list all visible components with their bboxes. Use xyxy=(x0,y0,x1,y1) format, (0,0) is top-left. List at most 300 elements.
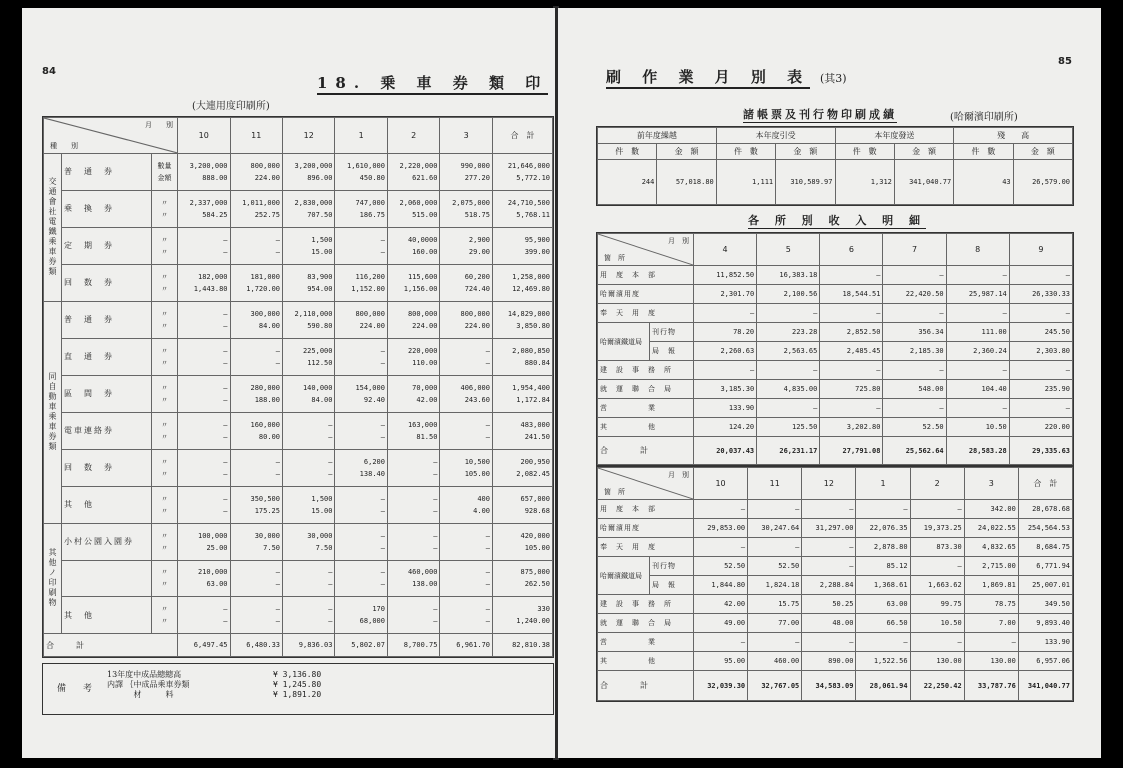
value-cell: 77.00 xyxy=(748,614,802,633)
value-cell: 31,297.00 xyxy=(802,519,856,538)
value-cell: 9,893.40 xyxy=(1018,614,1072,633)
value-cell: — xyxy=(820,361,883,380)
table-row xyxy=(598,361,1073,380)
value-cell: 1,500 15.00 xyxy=(283,227,335,264)
value-cell: — — xyxy=(283,560,335,597)
row-label: 就 運 聯 合 局 xyxy=(598,614,694,633)
value-cell: — — xyxy=(387,486,439,523)
row-sublabel: 局 報 xyxy=(650,342,694,361)
value-cell: — xyxy=(694,361,757,380)
row-label: 哈爾濱用度 xyxy=(598,285,694,304)
value-cell: 28,678.68 xyxy=(1018,500,1072,519)
value-cell: 21,646,000 5,772.10 xyxy=(493,153,553,190)
value-cell: — xyxy=(748,538,802,557)
row-label: 回 数 券 xyxy=(62,264,152,301)
value-cell: 11,852.50 xyxy=(694,266,757,285)
unit-cell: 數量 金額 xyxy=(152,153,178,190)
value-cell: 341,040.77 xyxy=(894,160,953,205)
value-cell: 747,000 186.75 xyxy=(335,190,387,227)
value-cell: 342.00 xyxy=(964,500,1018,519)
value-cell: — — xyxy=(178,375,230,412)
table-row xyxy=(44,190,553,227)
value-cell: 6,200 138.40 xyxy=(335,449,387,486)
table-row xyxy=(598,342,1073,361)
value-cell: — xyxy=(910,500,964,519)
value-cell: 6,771.94 xyxy=(1018,557,1072,576)
value-cell: 210,000 63.00 xyxy=(178,560,230,597)
value-cell: 52.50 xyxy=(748,557,802,576)
value-cell: 95,900 399.00 xyxy=(493,227,553,264)
value-cell: 1,954,400 1,172.84 xyxy=(493,375,553,412)
value-cell: 124.20 xyxy=(694,418,757,437)
value-cell: 2,563.65 xyxy=(757,342,820,361)
unit-cell: 〃 〃 xyxy=(152,597,178,634)
row-label: 定 期 券 xyxy=(62,227,152,264)
value-cell: 2,075,000 518.75 xyxy=(440,190,493,227)
value-cell: — — xyxy=(440,338,493,375)
value-cell: 2,878.80 xyxy=(856,538,910,557)
value-cell: 181,000 1,720.00 xyxy=(230,264,282,301)
table-row xyxy=(44,560,553,597)
value-cell: 220.00 xyxy=(1009,418,1072,437)
row-label: 乘 換 券 xyxy=(62,190,152,227)
value-cell: 2,900 29.00 xyxy=(440,227,493,264)
total-cell: 27,791.08 xyxy=(820,437,883,465)
total-cell: 341,040.77 xyxy=(1018,671,1072,701)
value-cell: — xyxy=(1009,399,1072,418)
ticket-table xyxy=(42,116,554,658)
value-cell: 133.90 xyxy=(1018,633,1072,652)
value-cell: 2,110,000 590.80 xyxy=(283,301,335,338)
value-cell: 400 4.00 xyxy=(440,486,493,523)
value-cell: 2,303.80 xyxy=(1009,342,1072,361)
table-header-row xyxy=(598,234,1073,266)
col-header: 10 xyxy=(694,468,748,500)
table-row xyxy=(598,399,1073,418)
unit-cell: 〃 〃 xyxy=(152,523,178,560)
value-cell: — xyxy=(856,633,910,652)
value-cell: — — xyxy=(440,597,493,634)
row-label: 哈爾濱鐵道局 xyxy=(598,323,650,361)
table-row xyxy=(44,597,553,634)
table-header-row xyxy=(598,468,1073,500)
value-cell: — — xyxy=(283,597,335,634)
row-sublabel: 局 報 xyxy=(650,576,694,595)
income-table-oct-mar xyxy=(596,466,1074,702)
value-cell: — xyxy=(748,500,802,519)
page-number: 84 xyxy=(42,66,56,77)
value-cell: — xyxy=(856,500,910,519)
total-label: 合 計 xyxy=(598,437,694,465)
value-cell: 873.30 xyxy=(910,538,964,557)
table-row xyxy=(44,153,553,190)
value-cell: 420,000 105.00 xyxy=(493,523,553,560)
col-header: 2 xyxy=(910,468,964,500)
value-cell: 2,715.00 xyxy=(964,557,1018,576)
value-cell: 2,260.63 xyxy=(694,342,757,361)
value-cell: — — xyxy=(230,560,282,597)
unit-cell: 〃 〃 xyxy=(152,412,178,449)
col-header: 6 xyxy=(820,234,883,266)
group-label: 同自動車乘車券類 xyxy=(44,301,62,523)
value-cell: — — xyxy=(335,486,387,523)
value-cell: 3,185.30 xyxy=(694,380,757,399)
value-cell: 1,522.56 xyxy=(856,652,910,671)
row-label xyxy=(62,560,152,597)
value-cell: 7.00 xyxy=(964,614,1018,633)
value-cell: — xyxy=(910,633,964,652)
unit-cell: 〃 〃 xyxy=(152,486,178,523)
value-cell: 2,288.84 xyxy=(802,576,856,595)
value-cell: 350,500 175.25 xyxy=(230,486,282,523)
row-label: 回 数 券 xyxy=(62,449,152,486)
value-cell: 1,824.18 xyxy=(748,576,802,595)
value-cell: 14,829,000 3,850.80 xyxy=(493,301,553,338)
col-header: 4 xyxy=(694,234,757,266)
total-cell: 9,836.03 xyxy=(283,634,335,657)
sub-header: 金 額 xyxy=(776,144,835,160)
row-label: 直 通 券 xyxy=(62,338,152,375)
value-cell: — xyxy=(964,633,1018,652)
value-cell: 57,018.80 xyxy=(657,160,716,205)
total-label: 合 計 xyxy=(44,634,178,657)
value-cell: — xyxy=(802,633,856,652)
value-cell: — xyxy=(1009,304,1072,323)
row-label: 其 他 xyxy=(62,597,152,634)
value-cell: — — xyxy=(335,412,387,449)
value-cell: — xyxy=(883,399,946,418)
row-label: 其 他 xyxy=(62,486,152,523)
value-cell: 154,000 92.40 xyxy=(335,375,387,412)
value-cell: 30,000 7.50 xyxy=(230,523,282,560)
value-cell: 50.25 xyxy=(802,595,856,614)
value-cell: 3,200,000 896.00 xyxy=(283,153,335,190)
value-cell: 95.00 xyxy=(694,652,748,671)
value-cell: — xyxy=(1009,361,1072,380)
remarks-values: ¥ 3,136.80 ¥ 1,245.80 ¥ 1,891.20 xyxy=(273,670,322,699)
col-header: 3 xyxy=(440,118,493,154)
value-cell: 52.50 xyxy=(694,557,748,576)
value-cell: 6,957.06 xyxy=(1018,652,1072,671)
col-header: 2 xyxy=(387,118,439,154)
value-cell: 3,200,000 888.00 xyxy=(178,153,230,190)
row-sublabel: 刊行物 xyxy=(650,557,694,576)
value-cell: 170 68,000 xyxy=(335,597,387,634)
value-cell: 2,220,000 621.60 xyxy=(387,153,439,190)
value-cell: 2,852.50 xyxy=(820,323,883,342)
value-cell: — xyxy=(802,538,856,557)
value-cell: — xyxy=(694,304,757,323)
unit-cell: 〃 〃 xyxy=(152,338,178,375)
row-label: 用 度 本 部 xyxy=(598,500,694,519)
table-row xyxy=(598,576,1073,595)
value-cell: — — xyxy=(387,523,439,560)
total-row xyxy=(598,437,1073,465)
value-cell: 160,000 80.00 xyxy=(230,412,282,449)
value-cell: 19,373.25 xyxy=(910,519,964,538)
col-header: 1 xyxy=(335,118,387,154)
table-row xyxy=(44,412,553,449)
value-cell: 2,337,000 584.25 xyxy=(178,190,230,227)
value-cell: 52.50 xyxy=(883,418,946,437)
value-cell: 26,330.33 xyxy=(1009,285,1072,304)
corner-cell: 月 別 箇 所 xyxy=(598,468,694,500)
value-cell: — — xyxy=(335,227,387,264)
row-label: 哈爾濱用度 xyxy=(598,519,694,538)
table-row xyxy=(598,285,1073,304)
total-cell: 28,061.94 xyxy=(856,671,910,701)
value-cell: 22,420.50 xyxy=(883,285,946,304)
value-cell: 24,022.55 xyxy=(964,519,1018,538)
value-cell: 130.00 xyxy=(910,652,964,671)
value-cell: 100,000 25.00 xyxy=(178,523,230,560)
group-label: 交通會社電鐵乘車券類 xyxy=(44,153,62,301)
value-cell: 356.34 xyxy=(883,323,946,342)
value-cell: — xyxy=(946,266,1009,285)
value-cell: 2,080,850 880.84 xyxy=(493,338,553,375)
value-cell: 49.00 xyxy=(694,614,748,633)
col-header: 1 xyxy=(856,468,910,500)
value-cell: — — xyxy=(440,560,493,597)
row-label: 區 間 券 xyxy=(62,375,152,412)
value-cell: 2,830,000 707.50 xyxy=(283,190,335,227)
table-row xyxy=(44,375,553,412)
table-row xyxy=(598,652,1073,671)
value-cell: — — xyxy=(335,560,387,597)
value-cell: 10,500 105.00 xyxy=(440,449,493,486)
value-cell: — — xyxy=(178,597,230,634)
value-cell: — xyxy=(802,557,856,576)
sub-header: 金 額 xyxy=(894,144,953,160)
value-cell: 29,853.00 xyxy=(694,519,748,538)
value-cell: 235.90 xyxy=(1009,380,1072,399)
value-cell: — xyxy=(1009,266,1072,285)
value-cell: — — xyxy=(230,338,282,375)
value-cell: — — xyxy=(178,301,230,338)
row-label: 電車連絡券 xyxy=(62,412,152,449)
value-cell: — xyxy=(802,500,856,519)
total-cell: 8,700.75 xyxy=(387,634,439,657)
value-cell: 280,000 188.00 xyxy=(230,375,282,412)
table-header-row xyxy=(44,118,553,154)
table-row xyxy=(44,264,553,301)
income-table-apr-sep xyxy=(596,232,1074,466)
value-cell: 2,360.24 xyxy=(946,342,1009,361)
remarks-lines: 13年度中成品總總高 内譯 ｛中成品乘車券類 材 料 xyxy=(107,670,190,699)
row-label: 其 他 xyxy=(598,652,694,671)
sub-header: 件 數 xyxy=(716,144,775,160)
value-cell: 310,589.97 xyxy=(776,160,835,205)
table-row xyxy=(598,418,1073,437)
remarks-label: 備 考 xyxy=(57,684,97,694)
value-cell: 24,710,500 5,768.11 xyxy=(493,190,553,227)
value-cell: 163,000 81.50 xyxy=(387,412,439,449)
value-cell: 18,544.51 xyxy=(820,285,883,304)
total-label: 合 計 xyxy=(598,671,694,701)
value-cell: — — xyxy=(283,449,335,486)
total-cell: 29,335.63 xyxy=(1009,437,1072,465)
value-cell: — xyxy=(910,557,964,576)
value-cell: 40,0000 160.00 xyxy=(387,227,439,264)
total-cell: 26,231.17 xyxy=(757,437,820,465)
value-cell: — — xyxy=(230,597,282,634)
value-cell: 200,950 2,082.45 xyxy=(493,449,553,486)
total-cell: 22,250.42 xyxy=(910,671,964,701)
table-row xyxy=(598,519,1073,538)
unit-cell: 〃 〃 xyxy=(152,190,178,227)
value-cell: — xyxy=(883,304,946,323)
value-cell: 330 1,240.00 xyxy=(493,597,553,634)
corner-cell: 月 別 箇 所 xyxy=(598,234,694,266)
value-cell: 800,000 224.00 xyxy=(335,301,387,338)
value-cell: 460,000 138.00 xyxy=(387,560,439,597)
section1-subtitle: (哈爾濱印刷所) xyxy=(950,112,1018,123)
page-title: 刷 作 業 月 別 表 xyxy=(606,66,810,89)
row-label: 普 通 券 xyxy=(62,153,152,190)
value-cell: — xyxy=(820,304,883,323)
value-cell: 133.90 xyxy=(694,399,757,418)
value-cell: — xyxy=(757,304,820,323)
table-row xyxy=(598,304,1073,323)
value-cell: 460.00 xyxy=(748,652,802,671)
value-cell: — xyxy=(694,633,748,652)
value-cell: — xyxy=(757,361,820,380)
value-cell: 115,600 1,156.00 xyxy=(387,264,439,301)
value-cell: 48.00 xyxy=(802,614,856,633)
row-label: 就 運 聯 合 局 xyxy=(598,380,694,399)
col-header: 殘 高 xyxy=(954,128,1073,144)
col-header: 本年度發送 xyxy=(835,128,954,144)
value-cell: 1,610,000 450.80 xyxy=(335,153,387,190)
value-cell: 22,076.35 xyxy=(856,519,910,538)
value-cell: 140,000 84.00 xyxy=(283,375,335,412)
value-cell: 220,000 110.00 xyxy=(387,338,439,375)
value-cell: — xyxy=(883,361,946,380)
value-cell: 890.00 xyxy=(802,652,856,671)
table-row xyxy=(44,486,553,523)
value-cell: 1,869.81 xyxy=(964,576,1018,595)
value-cell: 63.00 xyxy=(856,595,910,614)
value-cell: 2,301.70 xyxy=(694,285,757,304)
value-cell: 43 xyxy=(954,160,1013,205)
value-cell: 125.50 xyxy=(757,418,820,437)
value-cell: 83,900 954.00 xyxy=(283,264,335,301)
value-cell: 78.20 xyxy=(694,323,757,342)
unit-cell: 〃 〃 xyxy=(152,227,178,264)
col-header: 12 xyxy=(802,468,856,500)
total-cell: 82,810.38 xyxy=(493,634,553,657)
col-header: 3 xyxy=(964,468,1018,500)
value-cell: 10.50 xyxy=(946,418,1009,437)
value-cell: 2,060,000 515.00 xyxy=(387,190,439,227)
total-cell: 6,480.33 xyxy=(230,634,282,657)
sub-header: 件 數 xyxy=(598,144,657,160)
row-label: 奉 天 用 度 xyxy=(598,538,694,557)
value-cell: — — xyxy=(335,523,387,560)
value-cell: 104.40 xyxy=(946,380,1009,399)
col-header: 12 xyxy=(283,118,335,154)
total-row xyxy=(598,671,1073,701)
row-sublabel: 刊行物 xyxy=(650,323,694,342)
value-cell: 245.50 xyxy=(1009,323,1072,342)
page-title: 18. 乗 車 券 類 印 xyxy=(317,72,548,95)
value-cell: 1,500 15.00 xyxy=(283,486,335,523)
value-cell: 4,835.00 xyxy=(757,380,820,399)
value-cell: 111.00 xyxy=(946,323,1009,342)
table-row xyxy=(598,614,1073,633)
value-cell: 1,663.62 xyxy=(910,576,964,595)
page-title-suffix: (其3) xyxy=(820,72,847,85)
section2-title: 各 所 別 收 入 明 細 xyxy=(748,214,926,227)
table-row xyxy=(598,323,1073,342)
table-row xyxy=(598,500,1073,519)
value-cell: 548.00 xyxy=(883,380,946,399)
value-cell: — — xyxy=(387,449,439,486)
right-page xyxy=(558,8,1101,758)
value-cell: 85.12 xyxy=(856,557,910,576)
page-number: 85 xyxy=(1058,56,1072,67)
value-cell: 1,844.80 xyxy=(694,576,748,595)
value-cell: 2,185.30 xyxy=(883,342,946,361)
value-cell: — xyxy=(820,266,883,285)
value-cell: 657,000 928.68 xyxy=(493,486,553,523)
value-cell: 15.75 xyxy=(748,595,802,614)
value-cell: — — xyxy=(230,449,282,486)
value-cell: — xyxy=(820,399,883,418)
value-cell: 3,202.80 xyxy=(820,418,883,437)
table-row xyxy=(598,633,1073,652)
total-cell: 33,787.76 xyxy=(964,671,1018,701)
col-header: 11 xyxy=(748,468,802,500)
value-cell: — — xyxy=(230,227,282,264)
table-row xyxy=(598,595,1073,614)
value-cell: — xyxy=(757,399,820,418)
row-label: 哈爾濱鐵道局 xyxy=(598,557,650,595)
value-cell: 244 xyxy=(598,160,657,205)
table-row xyxy=(44,523,553,560)
col-header: 9 xyxy=(1009,234,1072,266)
col-header: 8 xyxy=(946,234,1009,266)
value-cell: 99.75 xyxy=(910,595,964,614)
row-label: 小村公園入園券 xyxy=(62,523,152,560)
col-header: 本年度引受 xyxy=(716,128,835,144)
total-cell: 28,583.28 xyxy=(946,437,1009,465)
total-cell: 32,767.05 xyxy=(748,671,802,701)
value-cell: 30,247.64 xyxy=(748,519,802,538)
value-cell: 800,000 224.00 xyxy=(230,153,282,190)
section1-title: 諸帳票及刊行物印刷成績 xyxy=(743,108,897,121)
total-cell: 5,802.07 xyxy=(335,634,387,657)
total-row xyxy=(44,634,553,657)
unit-cell: 〃 〃 xyxy=(152,264,178,301)
value-cell: 1,111 xyxy=(716,160,775,205)
value-cell: 2,100.56 xyxy=(757,285,820,304)
table-row xyxy=(598,557,1073,576)
value-cell: 182,000 1,443.80 xyxy=(178,264,230,301)
unit-cell: 〃 〃 xyxy=(152,375,178,412)
value-cell: 875,000 262.50 xyxy=(493,560,553,597)
unit-cell: 〃 〃 xyxy=(152,560,178,597)
value-cell: 225,000 112.50 xyxy=(283,338,335,375)
value-cell: — xyxy=(694,500,748,519)
value-cell: — xyxy=(883,266,946,285)
value-cell: 800,000 224.00 xyxy=(440,301,493,338)
group-label: 其他ノ印刷物 xyxy=(44,523,62,634)
total-cell: 32,039.30 xyxy=(694,671,748,701)
value-cell: — xyxy=(748,633,802,652)
sub-header: 件 數 xyxy=(954,144,1013,160)
value-cell: 990,000 277.20 xyxy=(440,153,493,190)
